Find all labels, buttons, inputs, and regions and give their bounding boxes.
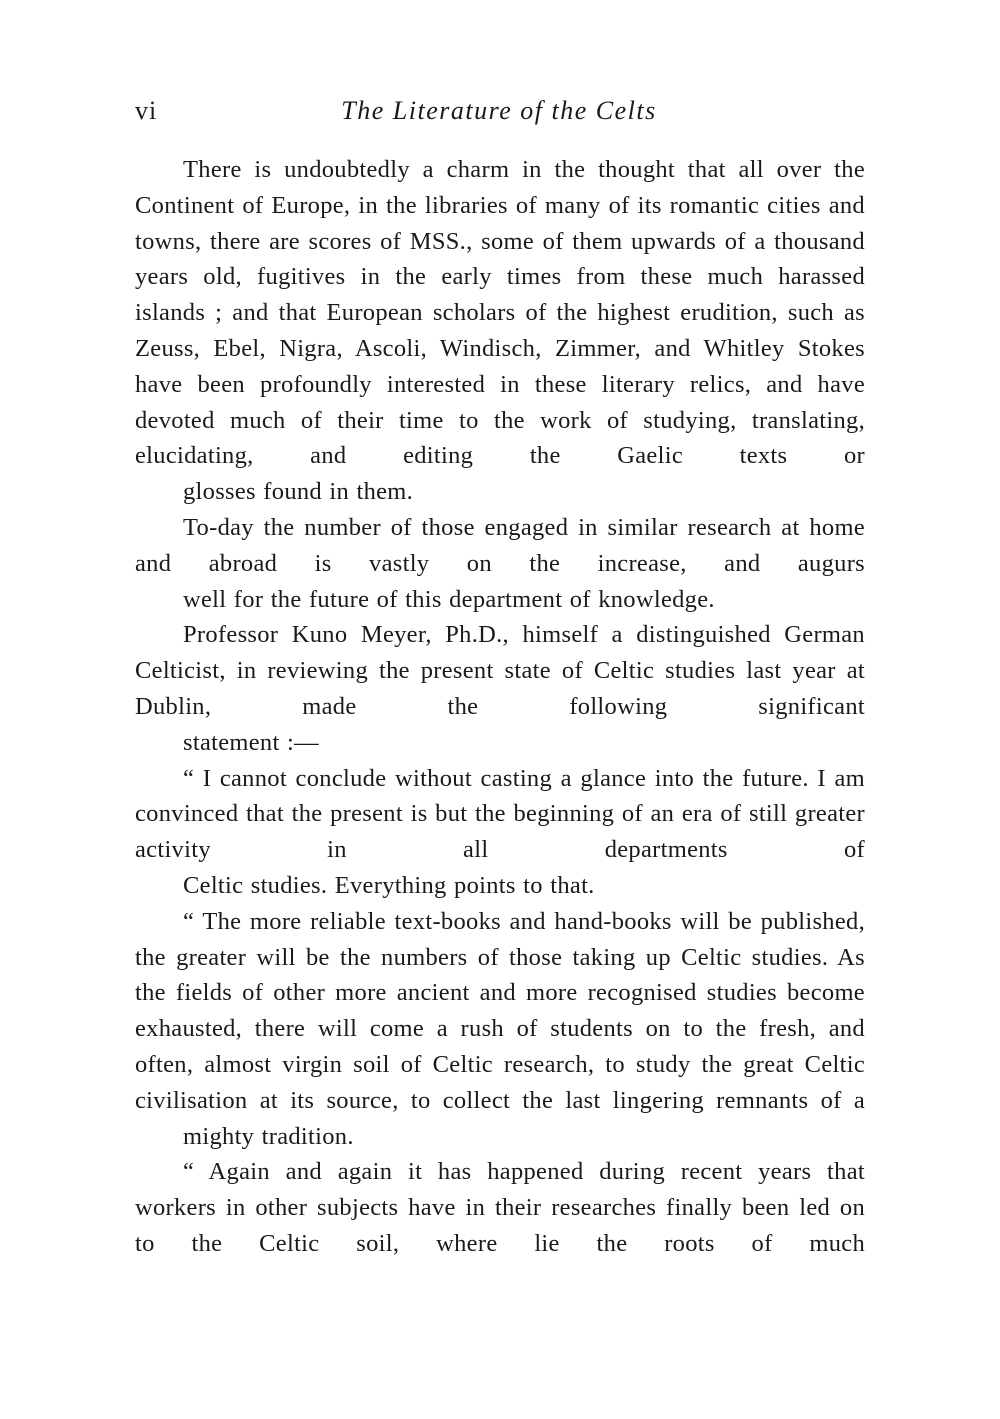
paragraph-2-body: To-day the number of those engaged in similar research at home and abroad is vastly on the increase, and augurs [135, 513, 865, 577]
paragraph-5-last-line: mighty tradition. [183, 1122, 354, 1150]
page-number: vi [135, 96, 158, 125]
paragraph-5-quote [135, 904, 865, 1155]
paragraph-3 [135, 617, 865, 760]
paragraph-6-body: “ Again and again it has happened during recent years that workers in other subjects have in their researches finally been led on to the Celtic soil, where lie the roots of much [135, 1158, 865, 1257]
running-title: The Literature of the Celts [341, 96, 657, 125]
paragraph-3-body: Professor Kuno Meyer, Ph.D., himself a distinguished German Celticist, in reviewing the present state of Celtic studies last year at Dublin, made the following significant [135, 621, 865, 720]
paragraph-3-last-line: statement :— [183, 728, 319, 756]
paragraph-2-last-line: well for the future of this department of knowledge. [183, 585, 715, 613]
paragraph-5-body: “ The more reliable text-books and hand-books will be published, the greater will be the numbers of those taking up Celtic studies. As the fields of other more ancient and more recognised studies become exhausted, there will come a rush of students on to the fresh, and often, almost virgin soil of Celtic research, to study the great Celtic civilisation at its source, to collect the last lingering remnants of a [135, 907, 865, 1114]
paragraph-6-quote [135, 1154, 865, 1261]
paragraph-4-quote [135, 761, 865, 904]
paragraph-1-body: There is undoubtedly a charm in the thought that all over the Continent of Europe, in the libraries of many of its romantic cities and towns, there are scores of MSS., some of them upwards of a thousand years old, fugitives in the early times from these much harassed islands ; and that European scholars of the highest erudition, such as Zeuss, Ebel, Nigra, Ascoli, Windisch, Zimmer, and Whitley Stokes have been profoundly interested in these literary relics, and have devoted much of their time to the work of studying, translating, elucidating, and editing the Gaelic texts or [135, 156, 865, 470]
paragraph-1-last-line: glosses found in them. [183, 478, 414, 506]
body-text [135, 152, 865, 1262]
paragraph-1 [135, 152, 865, 510]
running-head [135, 96, 863, 136]
paragraph-4-body: “ I cannot conclude without casting a glance into the future. I am convinced that the present is but the beginning of an era of still greater activity in all departments of [135, 764, 865, 864]
paragraph-2 [135, 510, 865, 617]
paragraph-4-last-line: Celtic studies. Everything points to that. [183, 871, 595, 899]
